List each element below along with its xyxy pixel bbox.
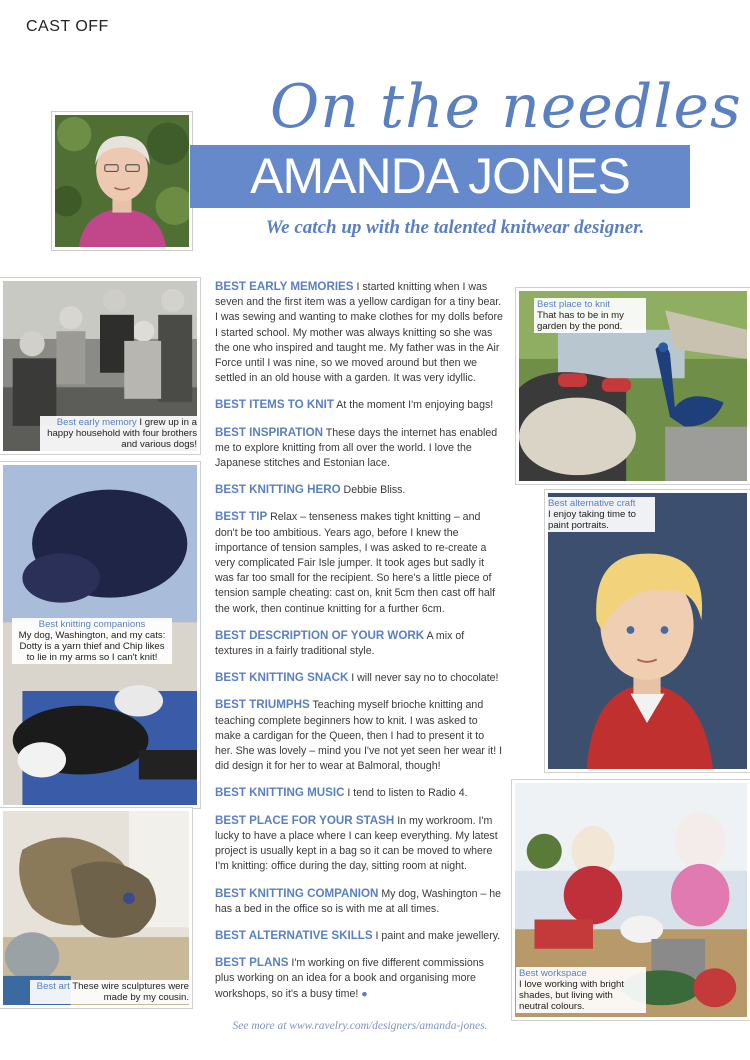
qa-knitting-hero: BEST KNITTING HERO Debbie Bliss. — [215, 483, 406, 497]
designer-name: AMANDA JONES — [190, 145, 690, 208]
photo-art — [0, 808, 192, 1008]
caption-place-to-knit: Best place to knit That has to be in my garden by the pond. — [534, 298, 646, 333]
script-title: On the needles — [270, 72, 742, 142]
caption-early-memory: Best early memory I grew up in a happy household with four brothers and various dogs! — [40, 416, 200, 451]
qa-snack: BEST KNITTING SNACK I will never say no to chocolate! — [215, 671, 499, 685]
qa-early-memories: BEST EARLY MEMORIES I started knitting when I was seven and the first item was a yellow cardigan for a tiny bear. I was sewing and wanting to make clothes for my dolls before I started school. My mother was always knitting so she was the one who inspired and taught me. My father was in the Air Force until I was nine, so we moved around but then we settled in an old house with a garden. It was very idyllic. — [215, 280, 503, 385]
photo-alt-craft — [545, 490, 750, 772]
qa-column — [215, 279, 503, 1013]
article-subtitle: We catch up with the talented knitwear designer. — [265, 217, 645, 238]
qa-stash: BEST PLACE FOR YOUR STASH In my workroom. I'm lucky to have a place where I can keep everything. My latest project is usually kept in a bag so it can be moved to where I'm knitting: office during the day, sitting room at night. — [215, 813, 498, 873]
end-mark-icon: ● — [361, 987, 368, 1000]
caption-alt-craft: Best alternative craft I enjoy taking time to paint portraits. — [545, 497, 655, 532]
qa-alt-skills: BEST ALTERNATIVE SKILLS I paint and make jewellery. — [215, 928, 501, 942]
qa-music: BEST KNITTING MUSIC I tend to listen to Radio 4. — [215, 786, 468, 800]
qa-inspiration: BEST INSPIRATION These days the internet has enabled me to explore knitting from all over the world. I love the Japanese stitches and Estonian lace. — [215, 425, 498, 470]
qa-companion: BEST KNITTING COMPANION My dog, Washington – he has a bed in the office so is with me at all times. — [215, 886, 502, 915]
section-label: CAST OFF — [26, 18, 109, 35]
qa-plans: BEST PLANS I'm working on five different commissions plus working on an idea for a book and organising more workshops, so it's a busy time! ● — [215, 956, 484, 1000]
qa-items-to-knit: BEST ITEMS TO KNIT At the moment I'm enjoying bags! — [215, 398, 494, 412]
designer-portrait — [52, 112, 192, 250]
caption-companions: Best knitting companions My dog, Washington, and my cats: Dotty is a yarn thief and Chip likes to lie in my arms so I can't knit! — [12, 618, 172, 664]
qa-tip: BEST TIP Relax – tenseness makes tight knitting – and don't be too ambitious. Years ago, before I knew the importance of tension samples, I was asked to re-create a very complicated Fair Isle jumper. It took ages but sadly it was far too small for the recipient. So here's a little piece of tension sample cheating: cast on, knit 5cm then cast off half the work, then continue knitting for a further 6cm. — [215, 510, 496, 615]
qa-description: BEST DESCRIPTION OF YOUR WORK A mix of textures in a fairly traditional style. — [215, 628, 465, 658]
caption-workspace: Best workspace I love working with bright shades, but living with neutral colours. — [516, 967, 646, 1013]
ravelry-link[interactable]: See more at www.ravelry.com/designers/amanda-jones. — [232, 1020, 488, 1032]
caption-art: Best art These wire sculptures were made by my cousin. — [30, 980, 192, 1004]
qa-triumphs: BEST TRIUMPHS Teaching myself brioche knitting and teaching complete beginners how to knit. I was asked to make a cardigan for the Queen, then I had to present it to her. She was lovely – mind you I've not yet seen her wear it! I did design it for her to wear at Balmoral, though! — [215, 698, 503, 773]
